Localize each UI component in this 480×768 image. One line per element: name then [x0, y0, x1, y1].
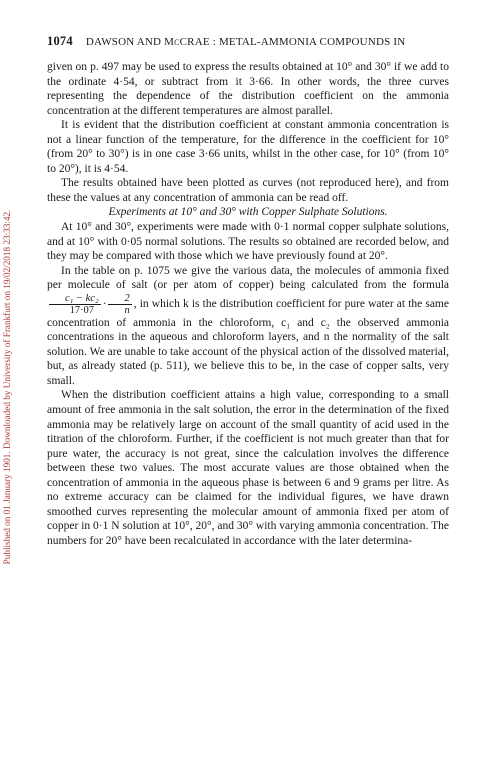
paragraph-2: It is evident that the distribution coefficient at constant ammonia concentration is not a linear function of the temperature, for the difference in the coefficient for 10° (from 20° to 30°) is in one case 3·66 units, whilst in the other case, for 10° (from 10° to 20°), it is 4·54.: [47, 119, 449, 175]
paragraph-5-start: In the table on p. 1075 we give the various data, the molecules of ammonia fixed per molecule of salt (or per atom of copper) being calculated from the formula: [47, 264, 449, 292]
running-header: [47, 34, 447, 49]
page-number: 1074: [47, 34, 73, 48]
formula-fraction: [49, 293, 101, 316]
paragraph-4: At 10° and 30°, experiments were made with 0·1 normal copper sulphate solutions, and at 10° with 0·05 normal solutions. The results so obtained are recorded below, and they may be compared with those which we have previously found at 20°.: [47, 221, 449, 263]
running-title: DAWSON AND McCRAE : METAL-AMMONIA COMPOUNDS IN: [85, 36, 406, 48]
formula-numerator: c₁ − kc₂: [49, 293, 101, 305]
paragraph-6: When the distribution coefficient attains a high value, corresponding to a small amount of free ammonia in the salt solution, the error in the determination of the fixed ammonia may be relatively large on account of the small quantity of acid used in the titration of the chloroform. Further, if the coefficient is not much greater than that for pure water, the accuracy is not great, since the calculation involves the difference between these two values. The most accurate values are those obtained when the concentration of ammonia in the aqueous phase is between 6 and 9 grams per litre. As no extreme accuracy can be claimed for the individual figures, we have drawn smoothed curves representing the molecular amount of ammonia fixed per atom of copper in 0·1 N solution at 10°, 20°, and 30° with varying ammonia concentration. The numbers for 20° have been recalculated in accordance with the later determina-: [47, 389, 449, 547]
formula-numerator-2: 2: [108, 293, 131, 305]
download-watermark: [2, 60, 16, 700]
formula-denominator-2: n: [124, 304, 130, 316]
formula-fraction-2: [108, 293, 131, 316]
paragraph-1: given on p. 497 may be used to express the results obtained at 10° and 30° if we add to the ordinate 4·54, or subtract from it 3·66. In other words, the three curves representing the dependence of the distribution coefficient on the ammonia concentration at the different temperatures are almost parallel.: [47, 61, 449, 117]
section-heading: Experiments at 10° and 30° with Copper Sulphate Solutions.: [108, 206, 388, 219]
paragraph-5-rest: , in which k is the distribution coefficient for pure water at the same concentration of ammonia in the chloroform, c₁ and c₂ the observed ammonia concentrations in the aqueous and chloroform layers, and n the normality of the salt solution. We are unable to take account of the physical action of the dissolved material, but, as already stated (p. 511), we believe this to be, in the case of copper salts, very small.: [47, 297, 449, 387]
paragraph-3: The results obtained have been plotted as curves (not reproduced here), and from these the values at any concentration of ammonia can be read off.: [47, 177, 449, 204]
download-watermark-text: Published on 01 January 1901. Downloaded by University of Frankfurt on 19/02/2018 23:33:42.: [2, 209, 12, 565]
formula-denominator: 17·07: [69, 304, 95, 316]
paragraph-5: In the table on p. 1075 we give the various data, the molecules of ammonia fixed per molecule of salt (or per atom of copper) being calculated from the formula $\frac{\text{c₁ − kc₂}}{17\cdot 07}$ · $\frac{2}{n}$ , in which k is the distribution coefficient for pure water at the same concentration of ammonia in the chloroform, c₁ and c₂ the observed ammonia concentrations in the aqueous and chloroform layers, and n the normality of the salt solution. We are unable to take account of the physical action of the dissolved material, but, as already stated (p. 511), we believe this to be, in the case of copper salts, very small.: [47, 264, 449, 387]
article-body: [47, 60, 449, 549]
